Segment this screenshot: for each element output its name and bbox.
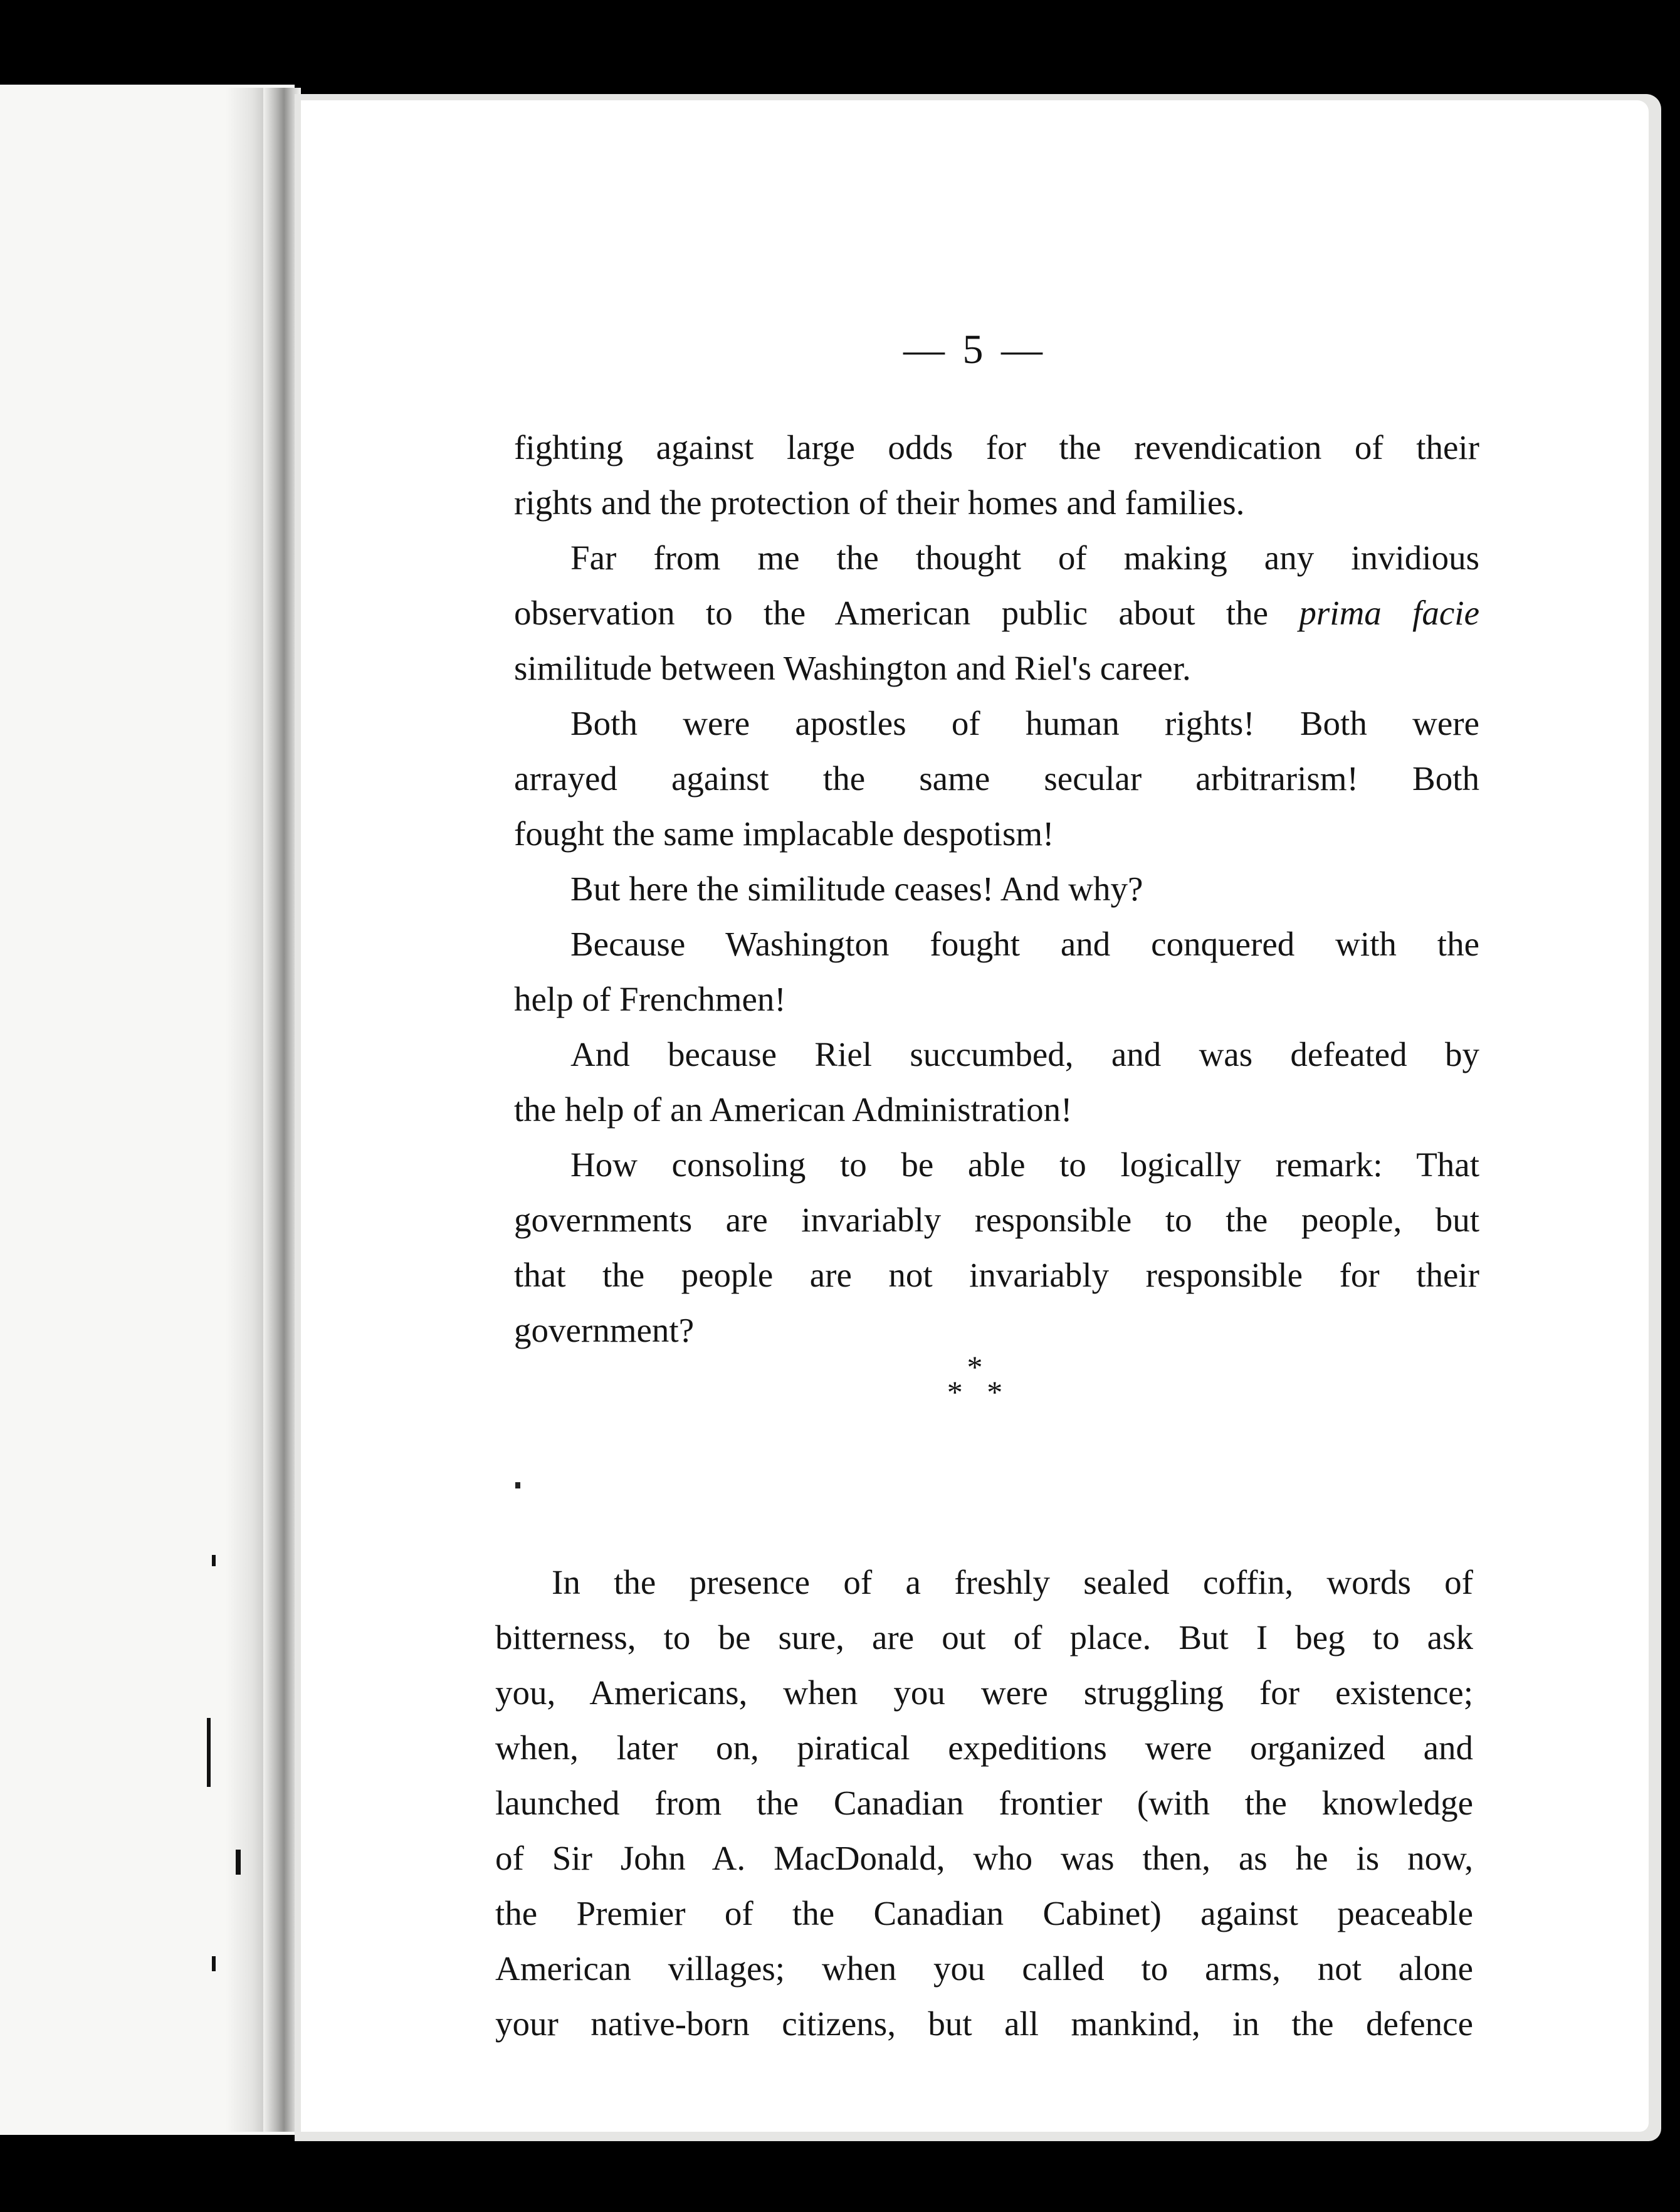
gutter-shadow-light — [226, 88, 263, 2132]
body-text-upper — [514, 420, 1479, 1358]
scan-speck — [207, 1718, 211, 1787]
text-line: government? — [514, 1311, 695, 1349]
text-line: you, Americans, when you were struggling for existence; — [495, 1673, 1473, 1712]
text-line: governments are invariably responsible to the people, but — [514, 1201, 1479, 1239]
text-line: your native-born citizens, but all mankind, in the defence — [495, 2004, 1473, 2043]
text-line: But here the similitude ceases! And why? — [570, 870, 1143, 908]
scan-speck — [236, 1850, 241, 1875]
section-separator — [301, 1349, 1649, 1409]
text-line: Far from me the thought of making any invidious — [570, 539, 1479, 577]
text-line: similitude between Washington and Riel's career. — [514, 649, 1191, 687]
text-line: the help of an American Administration! — [514, 1090, 1073, 1129]
separator-asterisk-top: * — [967, 1349, 983, 1384]
text-line: when, later on, piratical expeditions were organized and — [495, 1729, 1473, 1767]
text-line: help of Frenchmen! — [514, 980, 786, 1018]
text-line: that the people are not invariably responsible for their — [514, 1256, 1479, 1294]
text-line: of Sir John A. MacDonald, who was then, as he is now, — [495, 1839, 1473, 1877]
text-line: Because Washington fought and conquered with the — [570, 925, 1479, 963]
body-text-lower — [495, 1555, 1473, 2051]
italic-phrase: prima facie — [1299, 594, 1480, 632]
scan-speck — [515, 1482, 520, 1488]
text-line: American villages; when you called to arms, not alone — [495, 1949, 1473, 1988]
text-line: the Premier of the Canadian Cabinet) against peaceable — [495, 1894, 1473, 1932]
text-line: Both were apostles of human rights! Both were — [570, 704, 1479, 742]
page-number: — 5 — — [903, 327, 1046, 372]
text-line: launched from the Canadian frontier (with the knowledge — [495, 1784, 1473, 1822]
text-line: How consoling to be able to logically remark: That — [570, 1146, 1479, 1184]
text-line: bitterness, to be sure, are out of place. But I beg to ask — [495, 1618, 1473, 1656]
separator-asterisks-bottom: * * — [947, 1374, 1003, 1409]
text-line: fighting against large odds for the revendication of their — [514, 428, 1479, 466]
text-line: arrayed against the same secular arbitrarism! Both — [514, 759, 1479, 798]
text-line: rights and the protection of their homes and families. — [514, 483, 1245, 522]
text-line: And because Riel succumbed, and was defeated by — [570, 1035, 1479, 1073]
scan-speck — [212, 1555, 216, 1566]
text-line: observation to the American public about the prima facie — [514, 594, 1480, 632]
text-line: fought the same implacable despotism! — [514, 814, 1054, 853]
text-line: In the presence of a freshly sealed coffin, words of — [552, 1563, 1473, 1601]
book-page — [301, 100, 1649, 2132]
scan-speck — [212, 1956, 216, 1971]
